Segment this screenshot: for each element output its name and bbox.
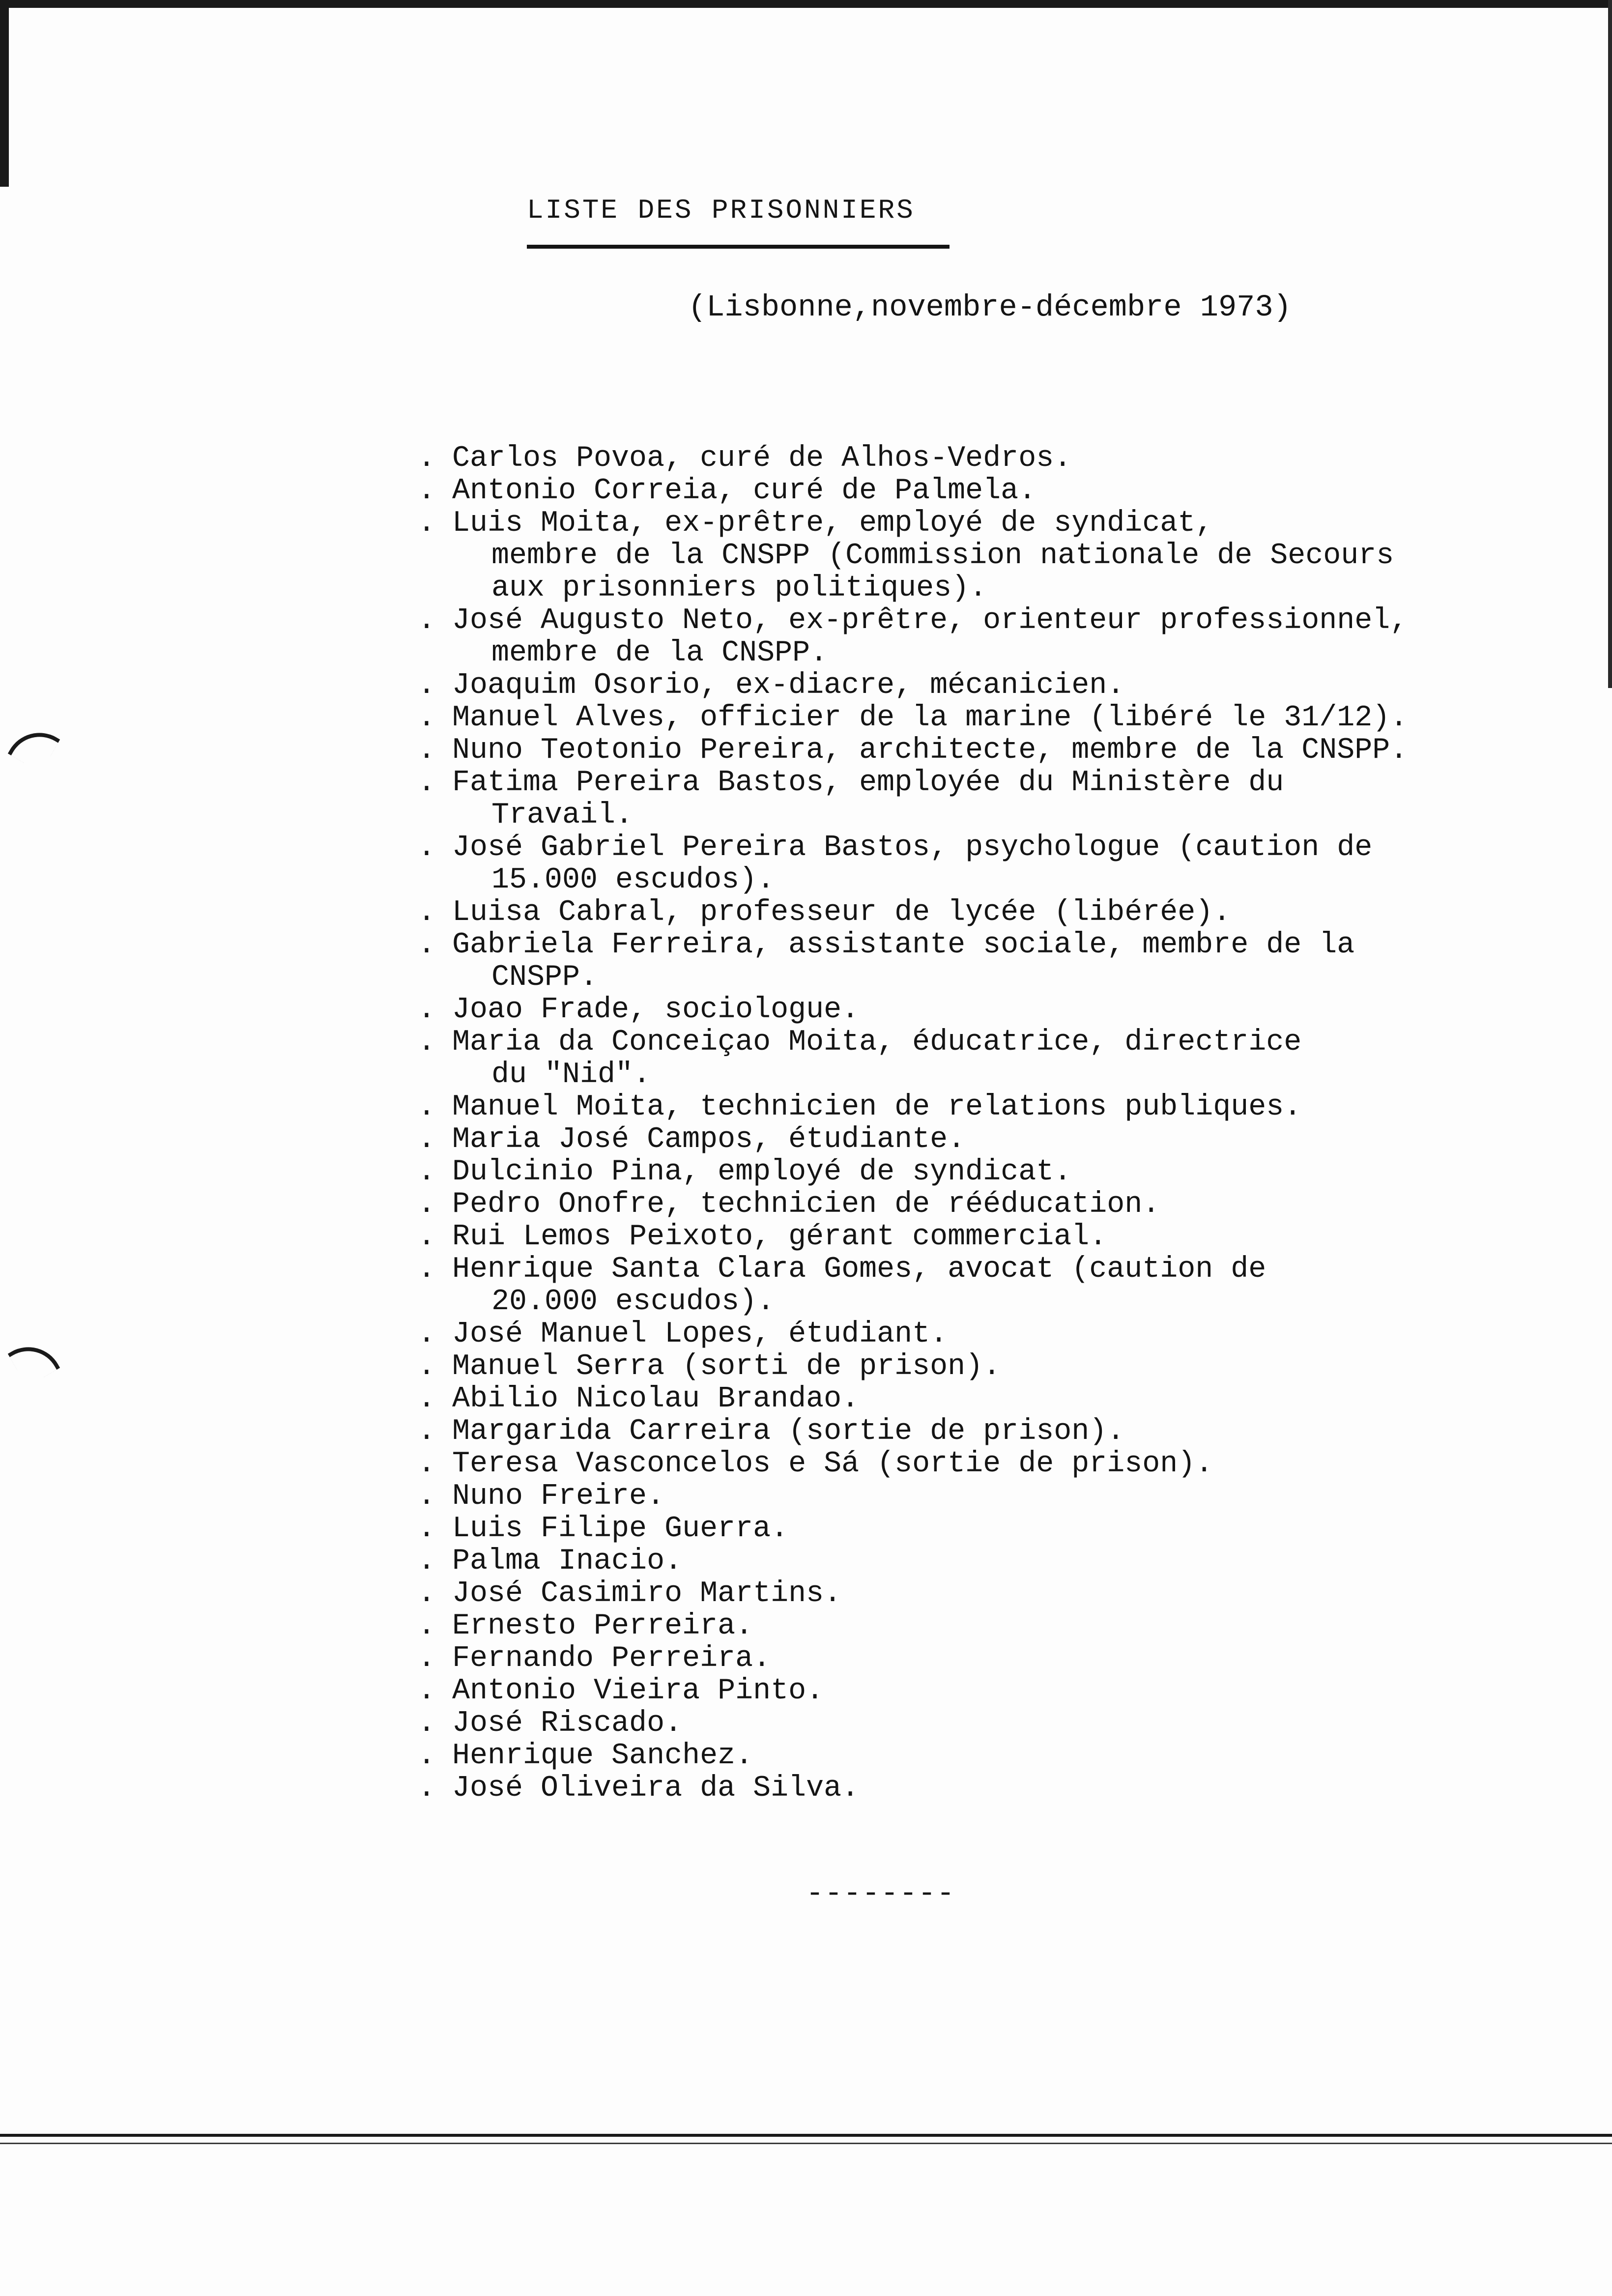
entry-text: Antonio Vieira Pinto. — [452, 1674, 824, 1708]
entry-text: Luis Filipe Guerra. — [452, 1512, 789, 1546]
list-item — [418, 1091, 1548, 1123]
entry-continuation: membre de la CNSPP (Commission nationale de Secours aux prisonniers politiques). — [491, 539, 1394, 605]
list-item — [418, 1253, 1548, 1318]
entry-text: José Manuel Lopes, étudiant. — [452, 1318, 948, 1351]
entry-text: Abilio Nicolau Brandao. — [452, 1382, 860, 1416]
list-item — [418, 1480, 1548, 1513]
list-item — [418, 1026, 1548, 1091]
punch-hole-mark — [8, 1335, 60, 1387]
scan-bottom-rule — [0, 2134, 1612, 2137]
scan-bottom-rule — [0, 2143, 1612, 2144]
bullet-marker: . — [418, 896, 436, 929]
entry-text: José Riscado. — [452, 1707, 683, 1740]
scan-edge-top — [0, 0, 1612, 8]
list-item — [418, 1513, 1548, 1545]
list-item — [418, 1675, 1548, 1707]
list-item — [418, 1448, 1548, 1480]
list-item — [418, 1772, 1548, 1805]
bullet-marker: . — [418, 1739, 436, 1773]
list-item — [418, 1707, 1548, 1740]
list-item — [418, 1545, 1548, 1578]
list-item — [418, 767, 1548, 832]
entry-text: Teresa Vasconcelos e Sá (sortie de prison). — [452, 1447, 1213, 1481]
bullet-marker: . — [418, 507, 436, 540]
bullet-marker: . — [418, 734, 436, 767]
bullet-marker: . — [418, 474, 436, 508]
bullet-marker: . — [418, 669, 436, 702]
entry-text: Fernando Perreira. — [452, 1642, 771, 1675]
list-item — [418, 1123, 1548, 1156]
bullet-marker: . — [418, 1318, 436, 1351]
punch-hole-mark — [8, 720, 60, 773]
end-mark: -------- — [806, 1877, 956, 1911]
bullet-marker: . — [418, 1577, 436, 1610]
list-item — [418, 475, 1548, 507]
list-item — [418, 929, 1548, 994]
entry-text: Ernesto Perreira. — [452, 1609, 753, 1643]
bullet-marker: . — [418, 1674, 436, 1708]
entry-continuation: membre de la CNSPP. — [491, 636, 828, 670]
entry-text: Margarida Carreira (sortie de prison). — [452, 1415, 1125, 1448]
entry-text: José Augusto Neto, ex-prêtre, orienteur professionnel, — [452, 604, 1408, 637]
list-item — [418, 1188, 1548, 1221]
bullet-marker: . — [418, 1609, 436, 1643]
list-item — [418, 702, 1548, 734]
entry-text: Henrique Sanchez. — [452, 1739, 753, 1773]
list-item — [418, 1350, 1548, 1383]
entry-text: Pedro Onofre, technicien de rééducation. — [452, 1188, 1160, 1221]
entry-text: Maria da Conceiçao Moita, éducatrice, directrice — [452, 1026, 1302, 1059]
bullet-marker: . — [418, 604, 436, 637]
page-title: LISTE DES PRISONNIERS — [527, 195, 915, 226]
page-subtitle: (Lisbonne,novembre-décembre 1973) — [688, 290, 1292, 325]
entry-continuation: du "Nid". — [491, 1058, 651, 1091]
list-item — [418, 1578, 1548, 1610]
entry-text: Gabriela Ferreira, assistante sociale, membre de la — [452, 928, 1355, 962]
bullet-marker: . — [418, 1091, 436, 1124]
entry-text: Luisa Cabral, professeur de lycée (libérée). — [452, 896, 1231, 929]
entry-text: Dulcinio Pina, employé de syndicat. — [452, 1155, 1072, 1189]
entry-text: Luis Moita, ex-prêtre, employé de syndicat, — [452, 507, 1213, 540]
scan-edge-right — [1608, 0, 1612, 688]
bullet-marker: . — [418, 1545, 436, 1578]
list-item — [418, 507, 1548, 604]
bullet-marker: . — [418, 928, 436, 962]
bullet-marker: . — [418, 1123, 436, 1156]
entry-text: Joao Frade, sociologue. — [452, 993, 860, 1027]
list-item — [418, 1610, 1548, 1642]
bullet-marker: . — [418, 1772, 436, 1805]
list-item — [418, 442, 1548, 475]
list-item — [418, 1415, 1548, 1448]
entry-text: Carlos Povoa, curé de Alhos-Vedros. — [452, 442, 1072, 475]
bullet-marker: . — [418, 1480, 436, 1513]
bullet-marker: . — [418, 766, 436, 800]
bullet-marker: . — [418, 1350, 436, 1383]
entry-text: Nuno Teotonio Pereira, architecte, membre de la CNSPP. — [452, 734, 1408, 767]
bullet-marker: . — [418, 1253, 436, 1286]
bullet-marker: . — [418, 1188, 436, 1221]
list-item — [418, 994, 1548, 1026]
bullet-marker: . — [418, 1447, 436, 1481]
entry-text: Manuel Alves, officier de la marine (libéré le 31/12). — [452, 701, 1408, 735]
entry-continuation: 20.000 escudos). — [491, 1285, 775, 1319]
entry-text: Henrique Santa Clara Gomes, avocat (caution de — [452, 1253, 1267, 1286]
bullet-marker: . — [418, 1415, 436, 1448]
bullet-marker: . — [418, 1382, 436, 1416]
entry-text: Fatima Pereira Bastos, employée du Ministère du — [452, 766, 1284, 800]
bullet-marker: . — [418, 701, 436, 735]
list-item — [418, 1156, 1548, 1188]
list-item — [418, 1383, 1548, 1415]
entry-continuation: Travail. — [491, 799, 633, 832]
list-item — [418, 1740, 1548, 1772]
title-underline — [527, 245, 950, 249]
list-item — [418, 1318, 1548, 1350]
list-item — [418, 1221, 1548, 1253]
prisoner-list — [418, 442, 1548, 1805]
bullet-marker: . — [418, 1707, 436, 1740]
bullet-marker: . — [418, 1026, 436, 1059]
bullet-marker: . — [418, 1642, 436, 1675]
entry-text: José Casimiro Martins. — [452, 1577, 842, 1610]
entry-text: José Oliveira da Silva. — [452, 1772, 860, 1805]
bullet-marker: . — [418, 1220, 436, 1254]
entry-text: Rui Lemos Peixoto, gérant commercial. — [452, 1220, 1107, 1254]
entry-text: Manuel Serra (sorti de prison). — [452, 1350, 1001, 1383]
list-item — [418, 896, 1548, 929]
entry-text: Joaquim Osorio, ex-diacre, mécanicien. — [452, 669, 1125, 702]
entry-text: Manuel Moita, technicien de relations publiques. — [452, 1091, 1302, 1124]
list-item — [418, 604, 1548, 669]
entry-text: Antonio Correia, curé de Palmela. — [452, 474, 1036, 508]
bullet-marker: . — [418, 831, 436, 864]
entry-text: José Gabriel Pereira Bastos, psychologue (caution de — [452, 831, 1373, 864]
list-item — [418, 734, 1548, 767]
list-item — [418, 832, 1548, 896]
entry-text: Maria José Campos, étudiante. — [452, 1123, 966, 1156]
bullet-marker: . — [418, 993, 436, 1027]
bullet-marker: . — [418, 1155, 436, 1189]
entry-continuation: CNSPP. — [491, 961, 598, 994]
entry-continuation: 15.000 escudos). — [491, 863, 775, 897]
entry-text: Palma Inacio. — [452, 1545, 683, 1578]
scan-edge-left — [0, 0, 9, 187]
list-item — [418, 669, 1548, 702]
entry-text: Nuno Freire. — [452, 1480, 665, 1513]
bullet-marker: . — [418, 1512, 436, 1546]
bullet-marker: . — [418, 442, 436, 475]
list-item — [418, 1642, 1548, 1675]
